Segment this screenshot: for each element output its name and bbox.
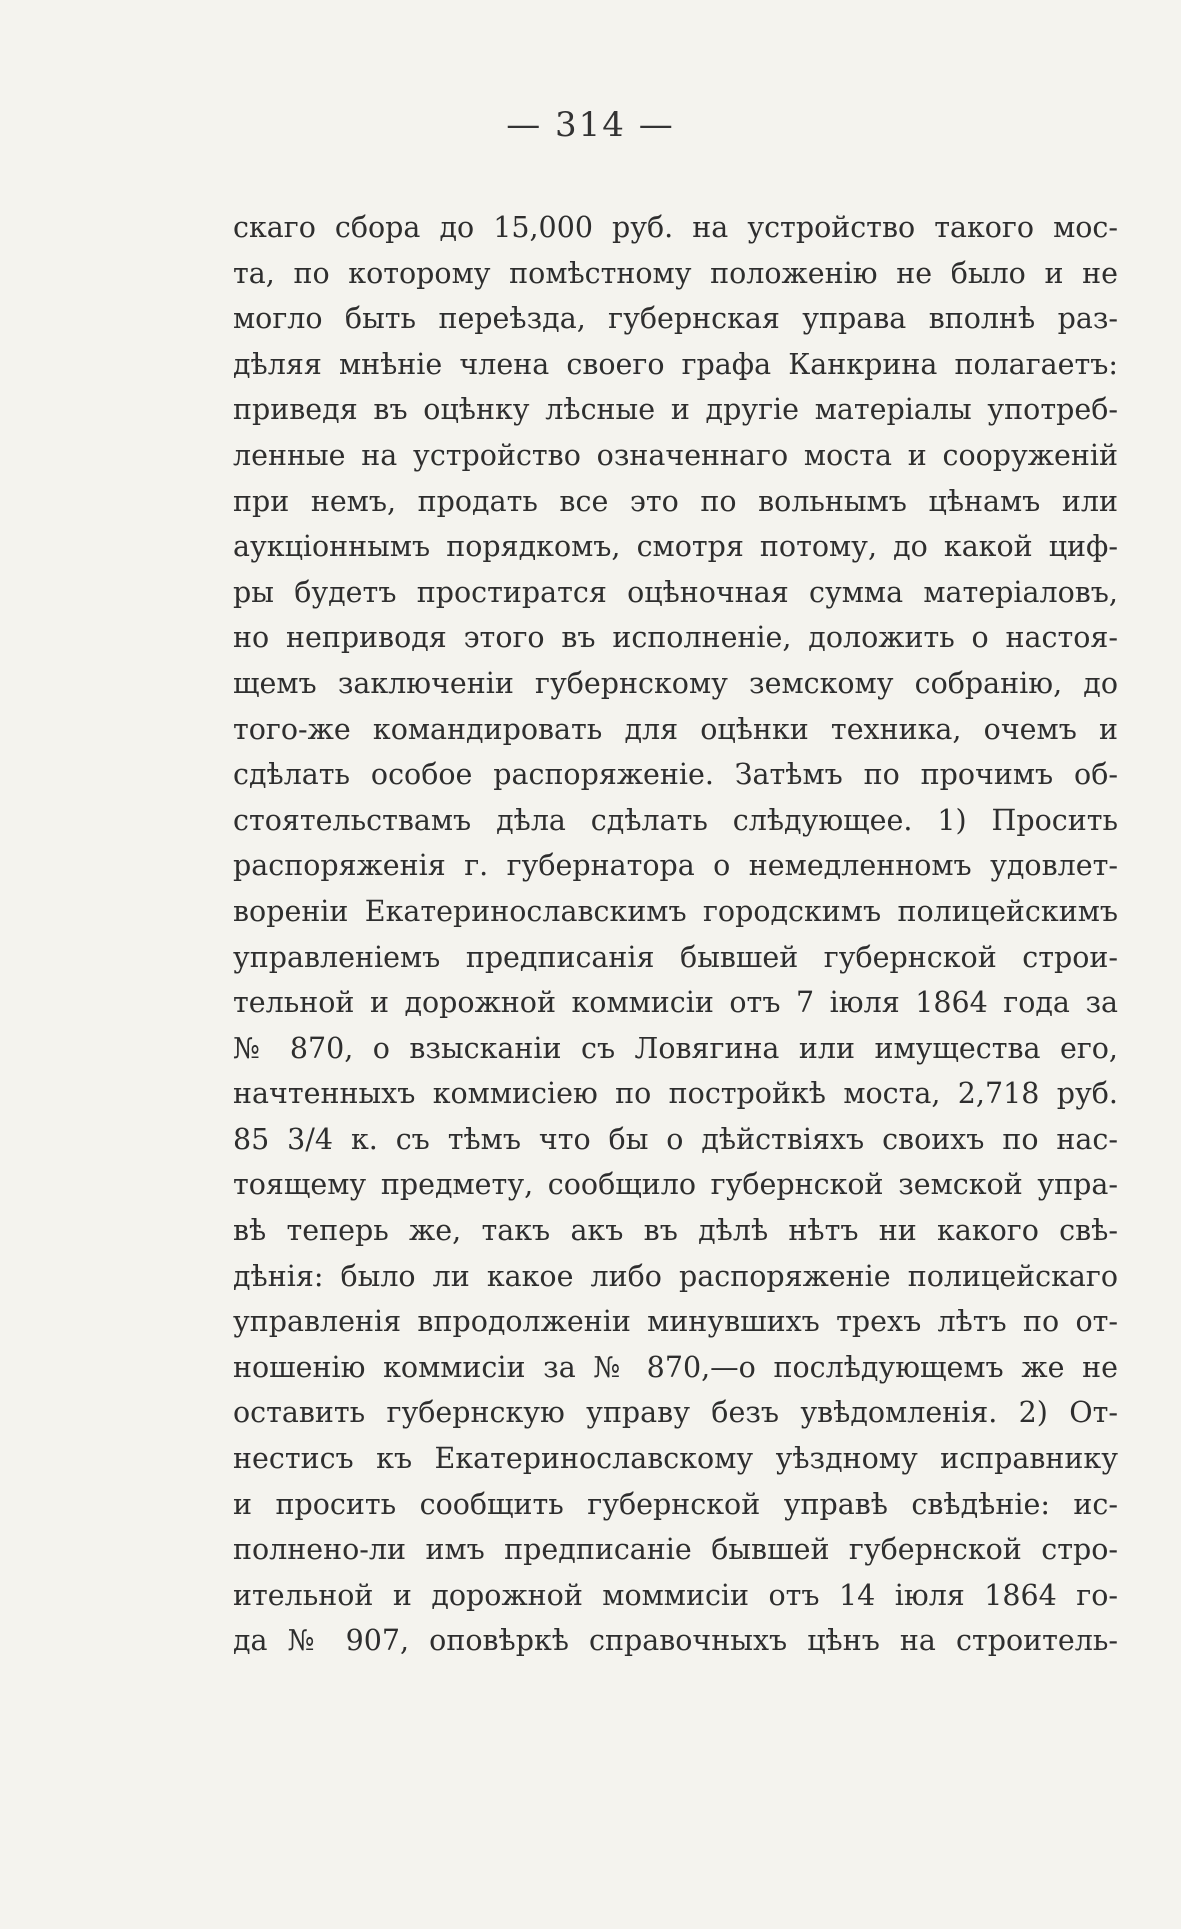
- text-line: скаго сбора до 15,000 руб. на устройство такого мос-: [233, 211, 1118, 244]
- text-line: управленія впродолженіи минувшихъ трехъ лѣтъ по от-: [233, 1305, 1118, 1339]
- text-line: сдѣлать особое распоряженіе. Затѣмъ по прочимъ об-: [233, 758, 1118, 792]
- text-line: № 870, о взысканіи съ Ловягина или имущества его,: [233, 1031, 1118, 1065]
- text-line: и просить сообщить губернской управѣ свѣдѣніе: ис-: [233, 1487, 1118, 1521]
- text-line: ленные на устройство означеннаго моста и сооруженій: [233, 438, 1118, 472]
- text-line: ношенію коммисіи за № 870,—о послѣдующемъ же не: [233, 1350, 1118, 1384]
- text-line: тельной и дорожной коммисіи отъ 7 іюля 1864 года за: [233, 986, 1118, 1020]
- text-line: та, по которому помѣстному положенію не было и не: [233, 256, 1118, 290]
- text-line: ительной и дорожной моммисіи отъ 14 іюля 1864 го-: [233, 1578, 1118, 1612]
- text-line: да № 907, оповѣркѣ справочныхъ цѣнъ на строитель-: [233, 1624, 1118, 1658]
- text-line: полнено-ли имъ предписаніе бывшей губернской стро-: [233, 1533, 1118, 1567]
- text-line: вѣ теперь же, такъ акъ въ дѣлѣ нѣтъ ни какого свѣ-: [233, 1214, 1118, 1248]
- text-line: 85 3/4 к. съ тѣмъ что бы о дѣйствіяхъ своихъ по нас-: [233, 1122, 1118, 1156]
- page-number: — 314 —: [506, 105, 675, 145]
- text-line: аукціоннымъ порядкомъ, смотря потому, до какой циф-: [233, 530, 1118, 564]
- text-line: тоящему предмету, сообщило губернской земской упра-: [233, 1168, 1118, 1202]
- text-line: управленіемъ предписанія бывшей губернской строи-: [233, 940, 1118, 974]
- text-line: ры будетъ простиратся оцѣночная сумма матеріаловъ,: [233, 575, 1118, 609]
- text-line: дѣнія: было ли какое либо распоряженіе полицейскаго: [233, 1259, 1118, 1293]
- text-line: щемъ заключеніи губернскому земскому собранію, до: [233, 666, 1118, 700]
- body-text: [233, 205, 1118, 1664]
- text-line: приведя въ оцѣнку лѣсные и другіе матеріалы употреб-: [233, 393, 1118, 427]
- text-line: нестисъ къ Екатеринославскому уѣздному исправнику: [233, 1442, 1118, 1476]
- text-line: начтенныхъ коммисіею по постройкѣ моста, 2,718 руб.: [233, 1077, 1118, 1111]
- text-line: стоятельствамъ дѣла сдѣлать слѣдующее. 1) Просить: [233, 803, 1118, 837]
- text-line: дѣляя мнѣніе члена своего графа Канкрина полагаетъ:: [233, 347, 1118, 381]
- text-line: того-же командировать для оцѣнки техника, очемъ и: [233, 712, 1118, 746]
- text-line: оставить губернскую управу безъ увѣдомленія. 2) От-: [233, 1396, 1118, 1430]
- text-line: могло быть переѣзда, губернская управа вполнѣ раз-: [233, 302, 1118, 336]
- text-line: но неприводя этого въ исполненіе, доложить о настоя-: [233, 621, 1118, 655]
- text-line: распоряженія г. губернатора о немедленномъ удовлет-: [233, 849, 1118, 883]
- text-line: при немъ, продать все это по вольнымъ цѣнамъ или: [233, 484, 1118, 518]
- text-line: вореніи Екатеринославскимъ городскимъ полицейскимъ: [233, 894, 1118, 928]
